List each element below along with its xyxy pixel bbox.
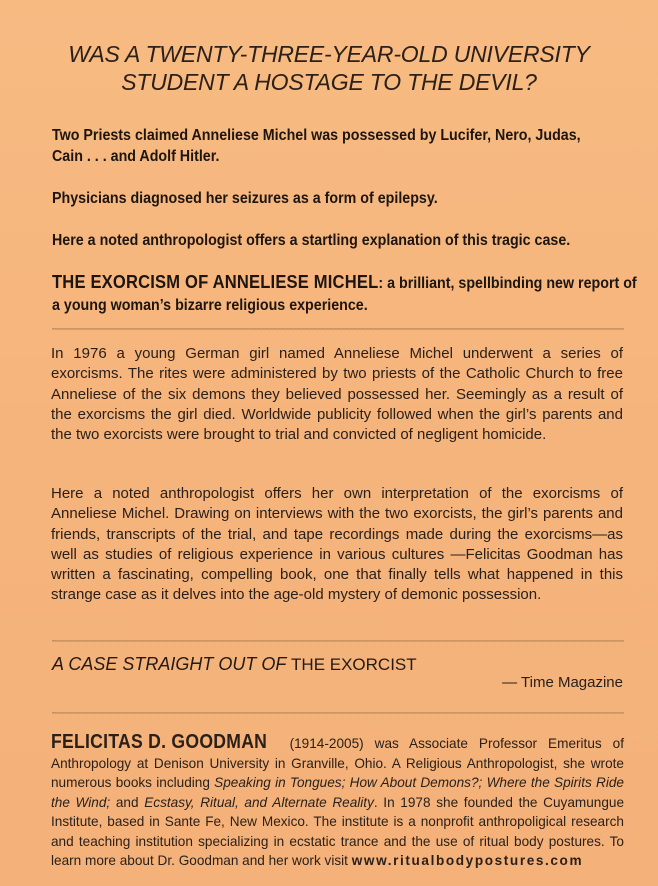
book-report-blurb <box>52 271 641 317</box>
paragraph-2: Here a noted anthropologist offers her own interpretation of the exorcisms of Anneliese Michel. Drawing on interviews with the two exorcists, the girl’s parents and friends, transcripts of the trial, and tape recordings made during the exorcisms—as well as studies of religious experience in various cultures —Felicitas Goodman has written a fascinating, compelling book, one that finally tells what happened in this strange case as it delves into the age-old mystery of demonic possession. <box>51 485 623 604</box>
bio-part-1: (1914-2005) was Associate Professor Emeritus of Anthropology at Denison University in Granville, Ohio. A Religious Anthropologist, she wrote numerous books including <box>51 736 624 790</box>
bio-and: and <box>110 794 145 810</box>
paragraph-1: In 1976 a young German girl named Anneliese Michel underwent a series of exorcisms. The rites were administered by two priests of the Catholic Church to free Anneliese of the six demons they believed possessed her. Seemingly as a result of the exorcisms the girl died. Worldwide publicity followed when the girl’s parents and the two exorcists were brought to trial and convicted of negligent homicide. <box>51 345 623 444</box>
quote-attribution: — Time Magazine <box>502 674 623 691</box>
author-bio <box>51 733 624 871</box>
headline-line-1: WAS A TWENTY-THREE-YEAR-OLD UNIVERSITY <box>68 41 590 67</box>
quote-text: A CASE STRAIGHT OUT OF <box>52 654 292 674</box>
website-link[interactable]: www.ritualbodypostures.com <box>351 853 584 868</box>
review-quote <box>52 653 417 676</box>
priests-claim <box>52 125 595 167</box>
priests-claim-line-2: Cain . . . and Adolf Hitler. <box>52 148 220 165</box>
author-name: FELICITAS D. GOODMAN <box>51 731 268 753</box>
physicians-claim: Physicians diagnosed her seizures as a form of epilepsy. <box>52 190 438 207</box>
divider <box>52 712 624 714</box>
report-line-1: : a brilliant, spellbinding new report of <box>378 275 637 292</box>
anthropologist-claim: Here a noted anthropologist offers a startling explanation of this tragic case. <box>52 232 571 249</box>
divider <box>52 328 624 330</box>
book-title: THE EXORCISM OF ANNELIESE MICHEL <box>52 272 379 292</box>
headline <box>0 40 658 96</box>
bio-book-list: Speaking in Tongues; How About Demons?; Where the Spirits Ride the Wind; <box>51 775 624 810</box>
bio-part-2: . In 1978 she founded the Cuyamungue Institute, based in Sante Fe, New Mexico. The institute is a nonprofit anthropoligical research and teaching institution specializing in ecstatic trance and the use of ritual body postures. To learn more about Dr. Goodman and her work visit <box>51 794 625 868</box>
quote-film-title: THE EXORCIST <box>291 655 417 674</box>
priests-claim-line-1: Two Priests claimed Anneliese Michel was possessed by Lucifer, Nero, Judas, <box>52 127 581 144</box>
divider <box>52 640 624 642</box>
headline-line-2: STUDENT A HOSTAGE TO THE DEVIL? <box>121 69 537 95</box>
bio-book-ecstasy: Ecstasy, Ritual, and Alternate Reality <box>144 794 374 810</box>
report-line-2: a young woman’s bizarre religious experience. <box>52 297 368 314</box>
